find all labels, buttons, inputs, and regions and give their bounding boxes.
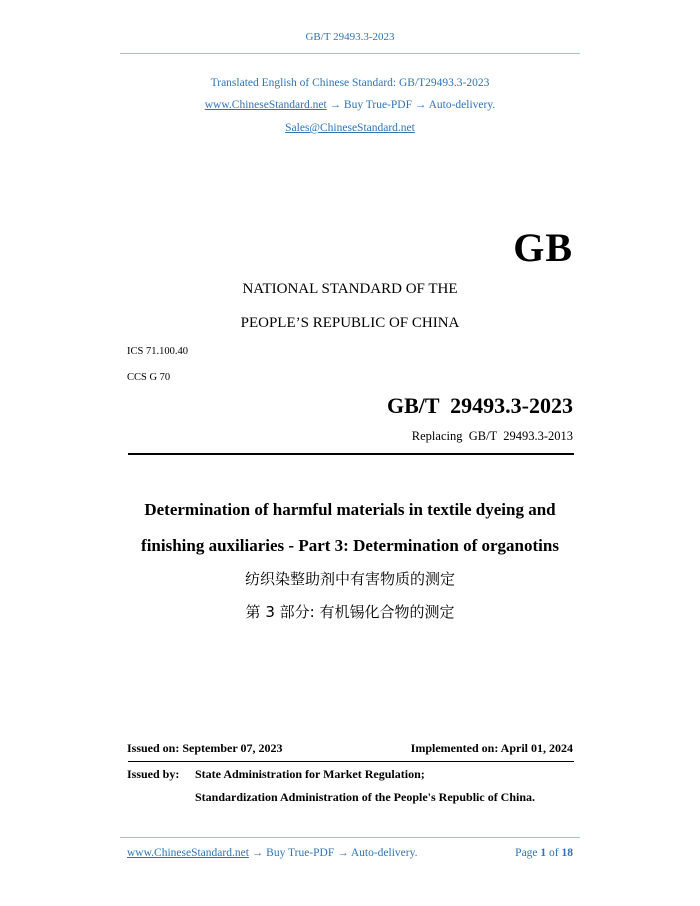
- ics-code: ICS 71.100.40: [127, 346, 188, 357]
- page-number: [515, 847, 573, 859]
- title-english-line2: finishing auxiliaries - Part 3: Determination of organotins: [141, 536, 559, 555]
- footer-site-link[interactable]: www.ChineseStandard.net: [127, 847, 249, 859]
- title-chinese-line2: 第 3 部分: 有机锡化合物的测定: [245, 603, 455, 621]
- title-divider: [128, 453, 574, 455]
- gb-mark: GB: [513, 225, 573, 270]
- site-link[interactable]: www.ChineseStandard.net: [204, 99, 327, 111]
- ccs-code: CCS G 70: [127, 372, 171, 383]
- national-standard-line1: NATIONAL STANDARD OF THE: [242, 281, 458, 297]
- page-header-code: GB/T 29493.3-2023: [305, 31, 395, 43]
- header-divider: [120, 53, 580, 54]
- buy-line: [0, 99, 700, 111]
- implemented-on-date: Implemented on: April 01, 2024: [410, 741, 573, 755]
- issuer-1: State Administration for Market Regulation;: [195, 767, 425, 781]
- standard-number: GB/T 29493.3-2023: [386, 393, 573, 418]
- issued-on-date: Issued on: September 07, 2023: [127, 741, 283, 755]
- footer-buy-suffix: → Buy True-PDF → Auto-delivery.: [248, 847, 418, 859]
- email-link[interactable]: Sales@ChineseStandard.net: [285, 122, 415, 134]
- national-standard-line2: PEOPLE’S REPUBLIC OF CHINA: [240, 315, 460, 331]
- issuer-2: Standardization Administration of the People's Republic of China.: [195, 790, 536, 804]
- page-current: 1: [540, 847, 547, 859]
- page-label: Page: [515, 847, 538, 859]
- issued-divider: [128, 761, 574, 762]
- footer-buy-line: [127, 847, 417, 859]
- email-line: [0, 122, 700, 134]
- title-english-line1: Determination of harmful materials in textile dyeing and: [144, 500, 556, 519]
- replacing-note: Replacing GB/T 29493.3-2013: [411, 429, 573, 443]
- buy-line-suffix: → Buy True-PDF → Auto-delivery.: [326, 99, 496, 111]
- issued-by-label: Issued by:: [127, 767, 180, 781]
- translation-notice: Translated English of Chinese Standard: GB/T29493.3-2023: [210, 77, 490, 89]
- title-chinese-line1: 纺织染整助剂中有害物质的测定: [244, 570, 455, 588]
- page-total: 18: [561, 847, 573, 859]
- footer-divider: [120, 837, 580, 838]
- page-of: of: [549, 847, 559, 859]
